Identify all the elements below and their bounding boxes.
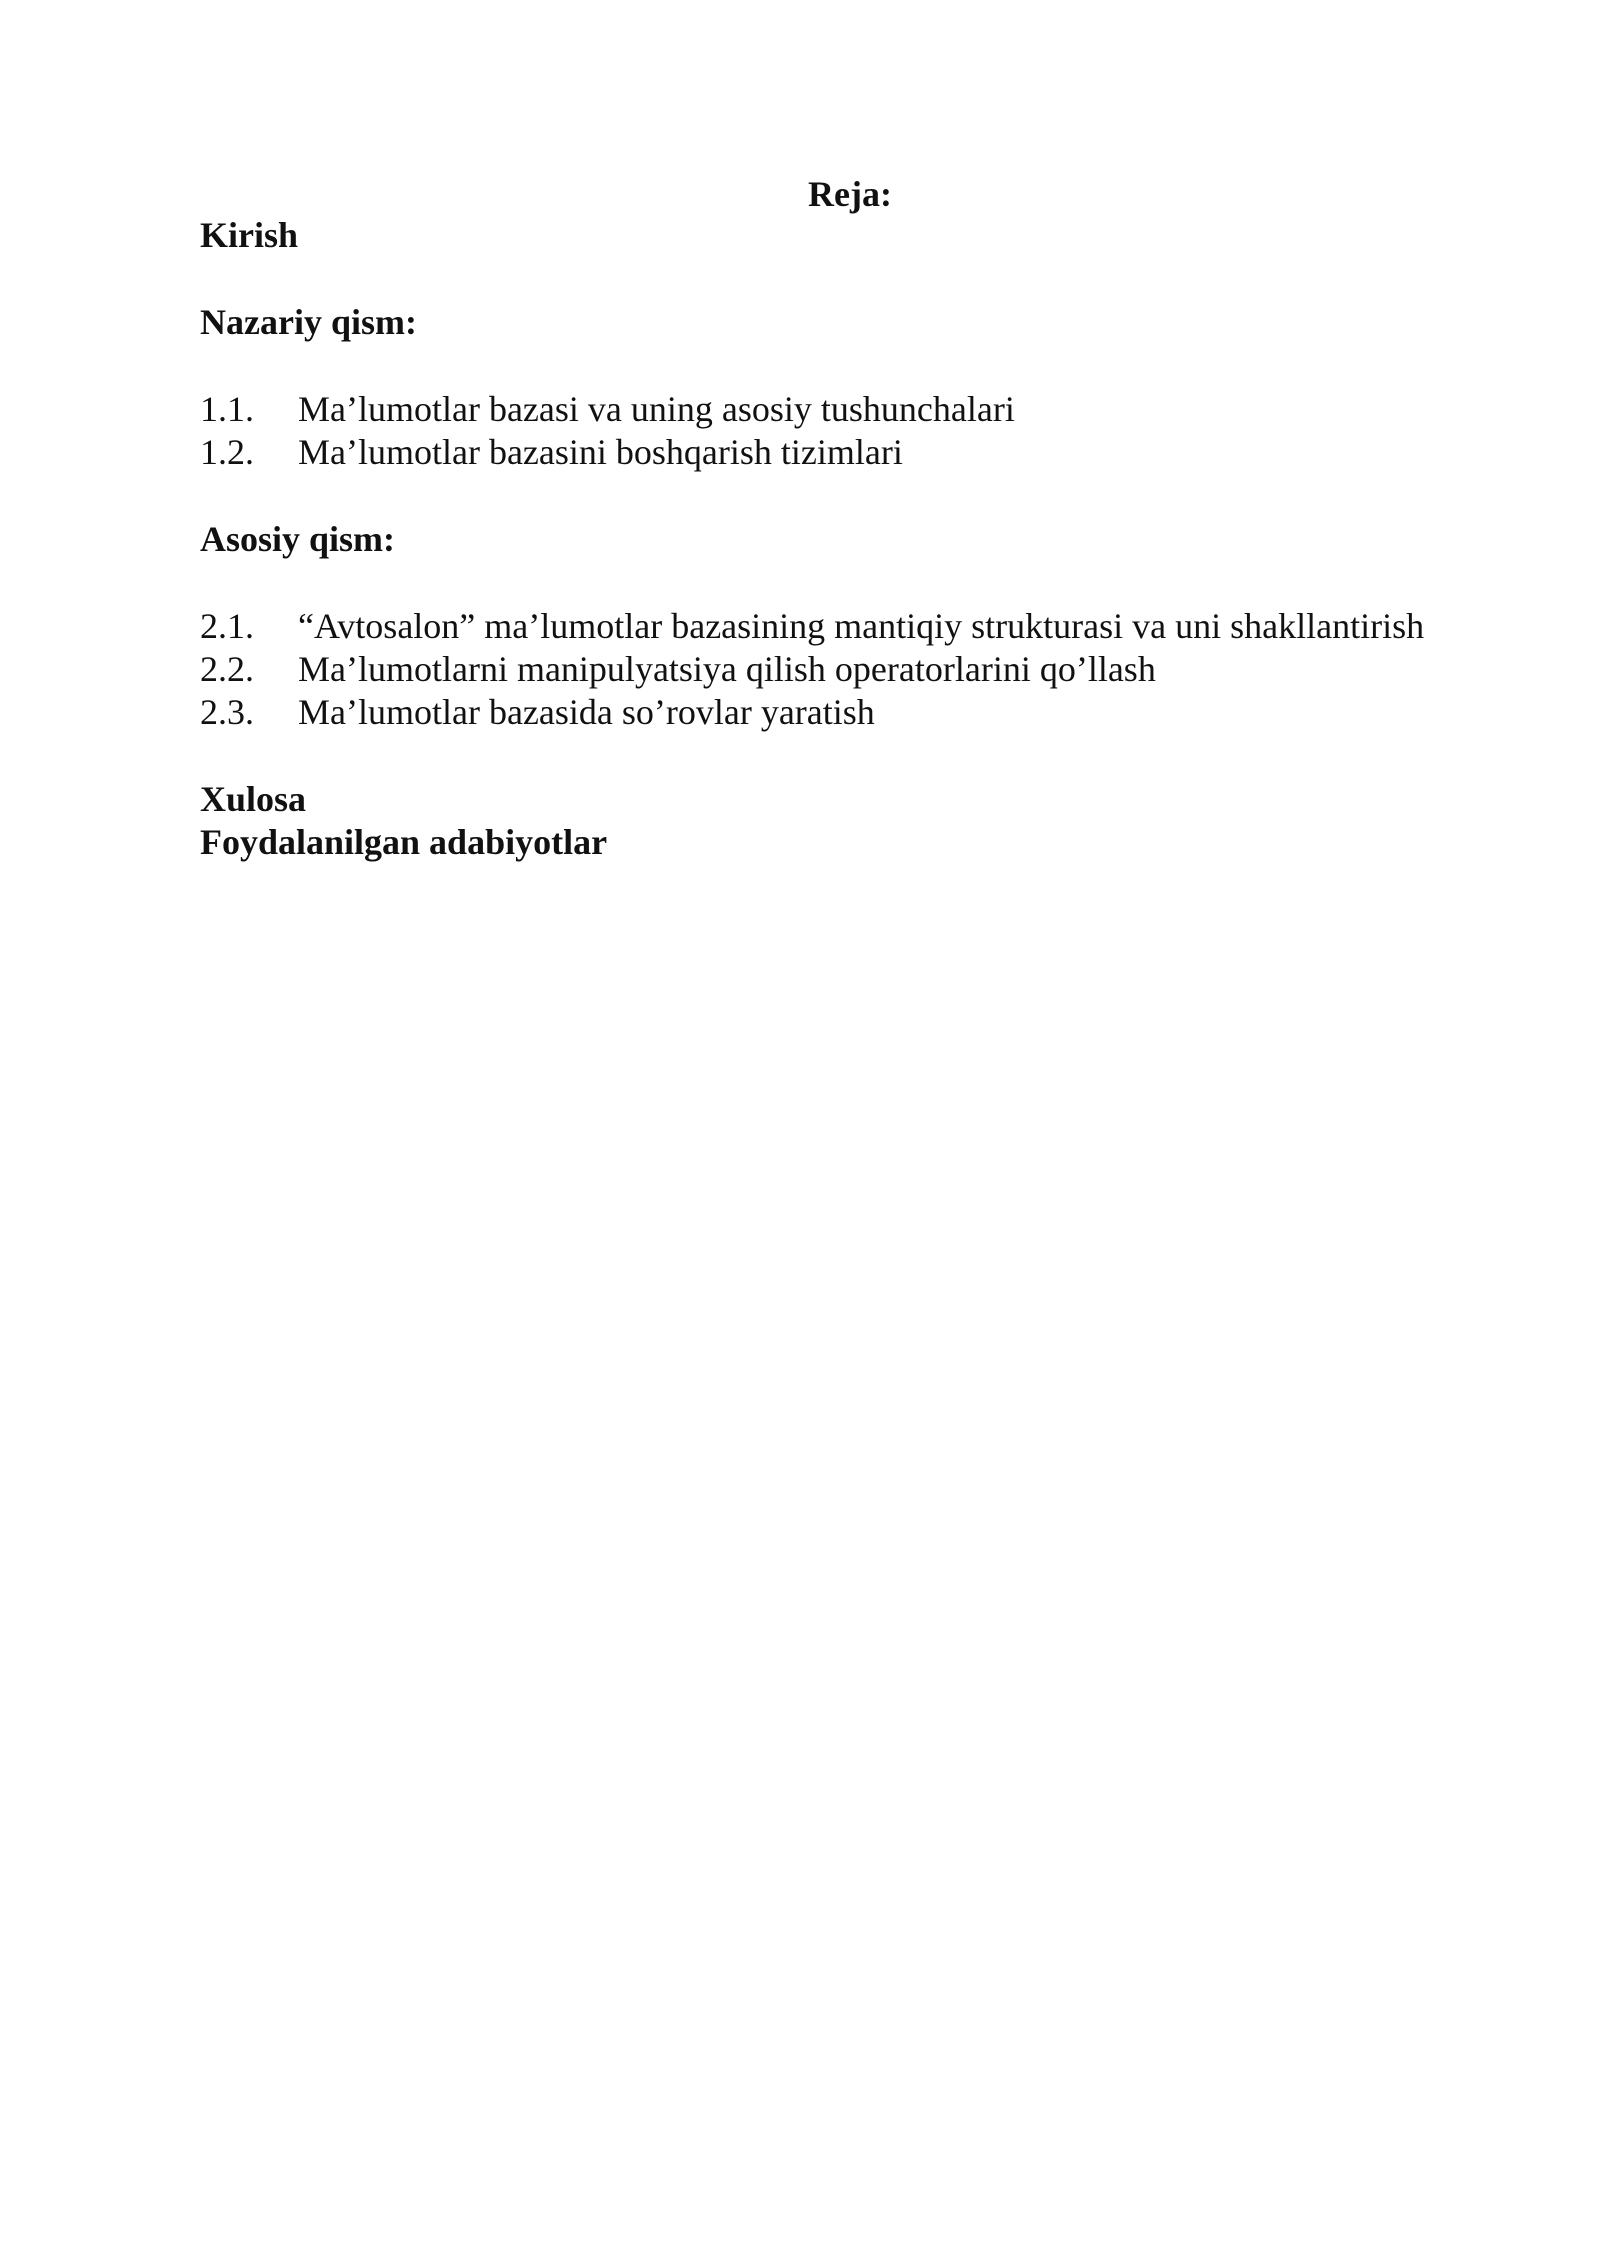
- item-number: 1.1.: [200, 389, 254, 429]
- list-item: [200, 691, 1560, 734]
- plan-content: [200, 214, 1560, 864]
- spacer: [200, 257, 1560, 301]
- spacer: [200, 474, 1560, 518]
- theory-heading: Nazariy qism:: [200, 302, 417, 342]
- page-title: Reja:: [808, 174, 892, 214]
- list-item: [200, 605, 1560, 648]
- list-item: [200, 431, 1560, 474]
- main-heading: Asosiy qism:: [200, 519, 396, 559]
- item-text: Ma’lumotlar bazasida so’rovlar yaratish: [298, 692, 875, 732]
- spacer: [200, 344, 1560, 388]
- spacer: [200, 561, 1560, 605]
- intro-heading: Kirish: [200, 215, 299, 255]
- item-number: 2.3.: [200, 692, 254, 732]
- list-item: [200, 648, 1560, 691]
- list-item: [200, 388, 1560, 431]
- item-text: “Avtosalon” ma’lumotlar bazasining mantiqiy strukturasi va uni shakllantirish: [298, 606, 1425, 646]
- item-number: 1.2.: [200, 432, 254, 472]
- item-text: Ma’lumotlar bazasini boshqarish tizimlari: [298, 432, 903, 472]
- item-text: Ma’lumotlar bazasi va uning asosiy tushunchalari: [298, 389, 1015, 429]
- references-heading: Foydalanilgan adabiyotlar: [200, 822, 608, 862]
- spacer: [200, 734, 1560, 778]
- conclusion-heading: Xulosa: [200, 779, 307, 819]
- item-text: Ma’lumotlarni manipulyatsiya qilish operatorlarini qo’llash: [298, 649, 1156, 689]
- item-number: 2.2.: [200, 649, 254, 689]
- item-number: 2.1.: [200, 606, 254, 646]
